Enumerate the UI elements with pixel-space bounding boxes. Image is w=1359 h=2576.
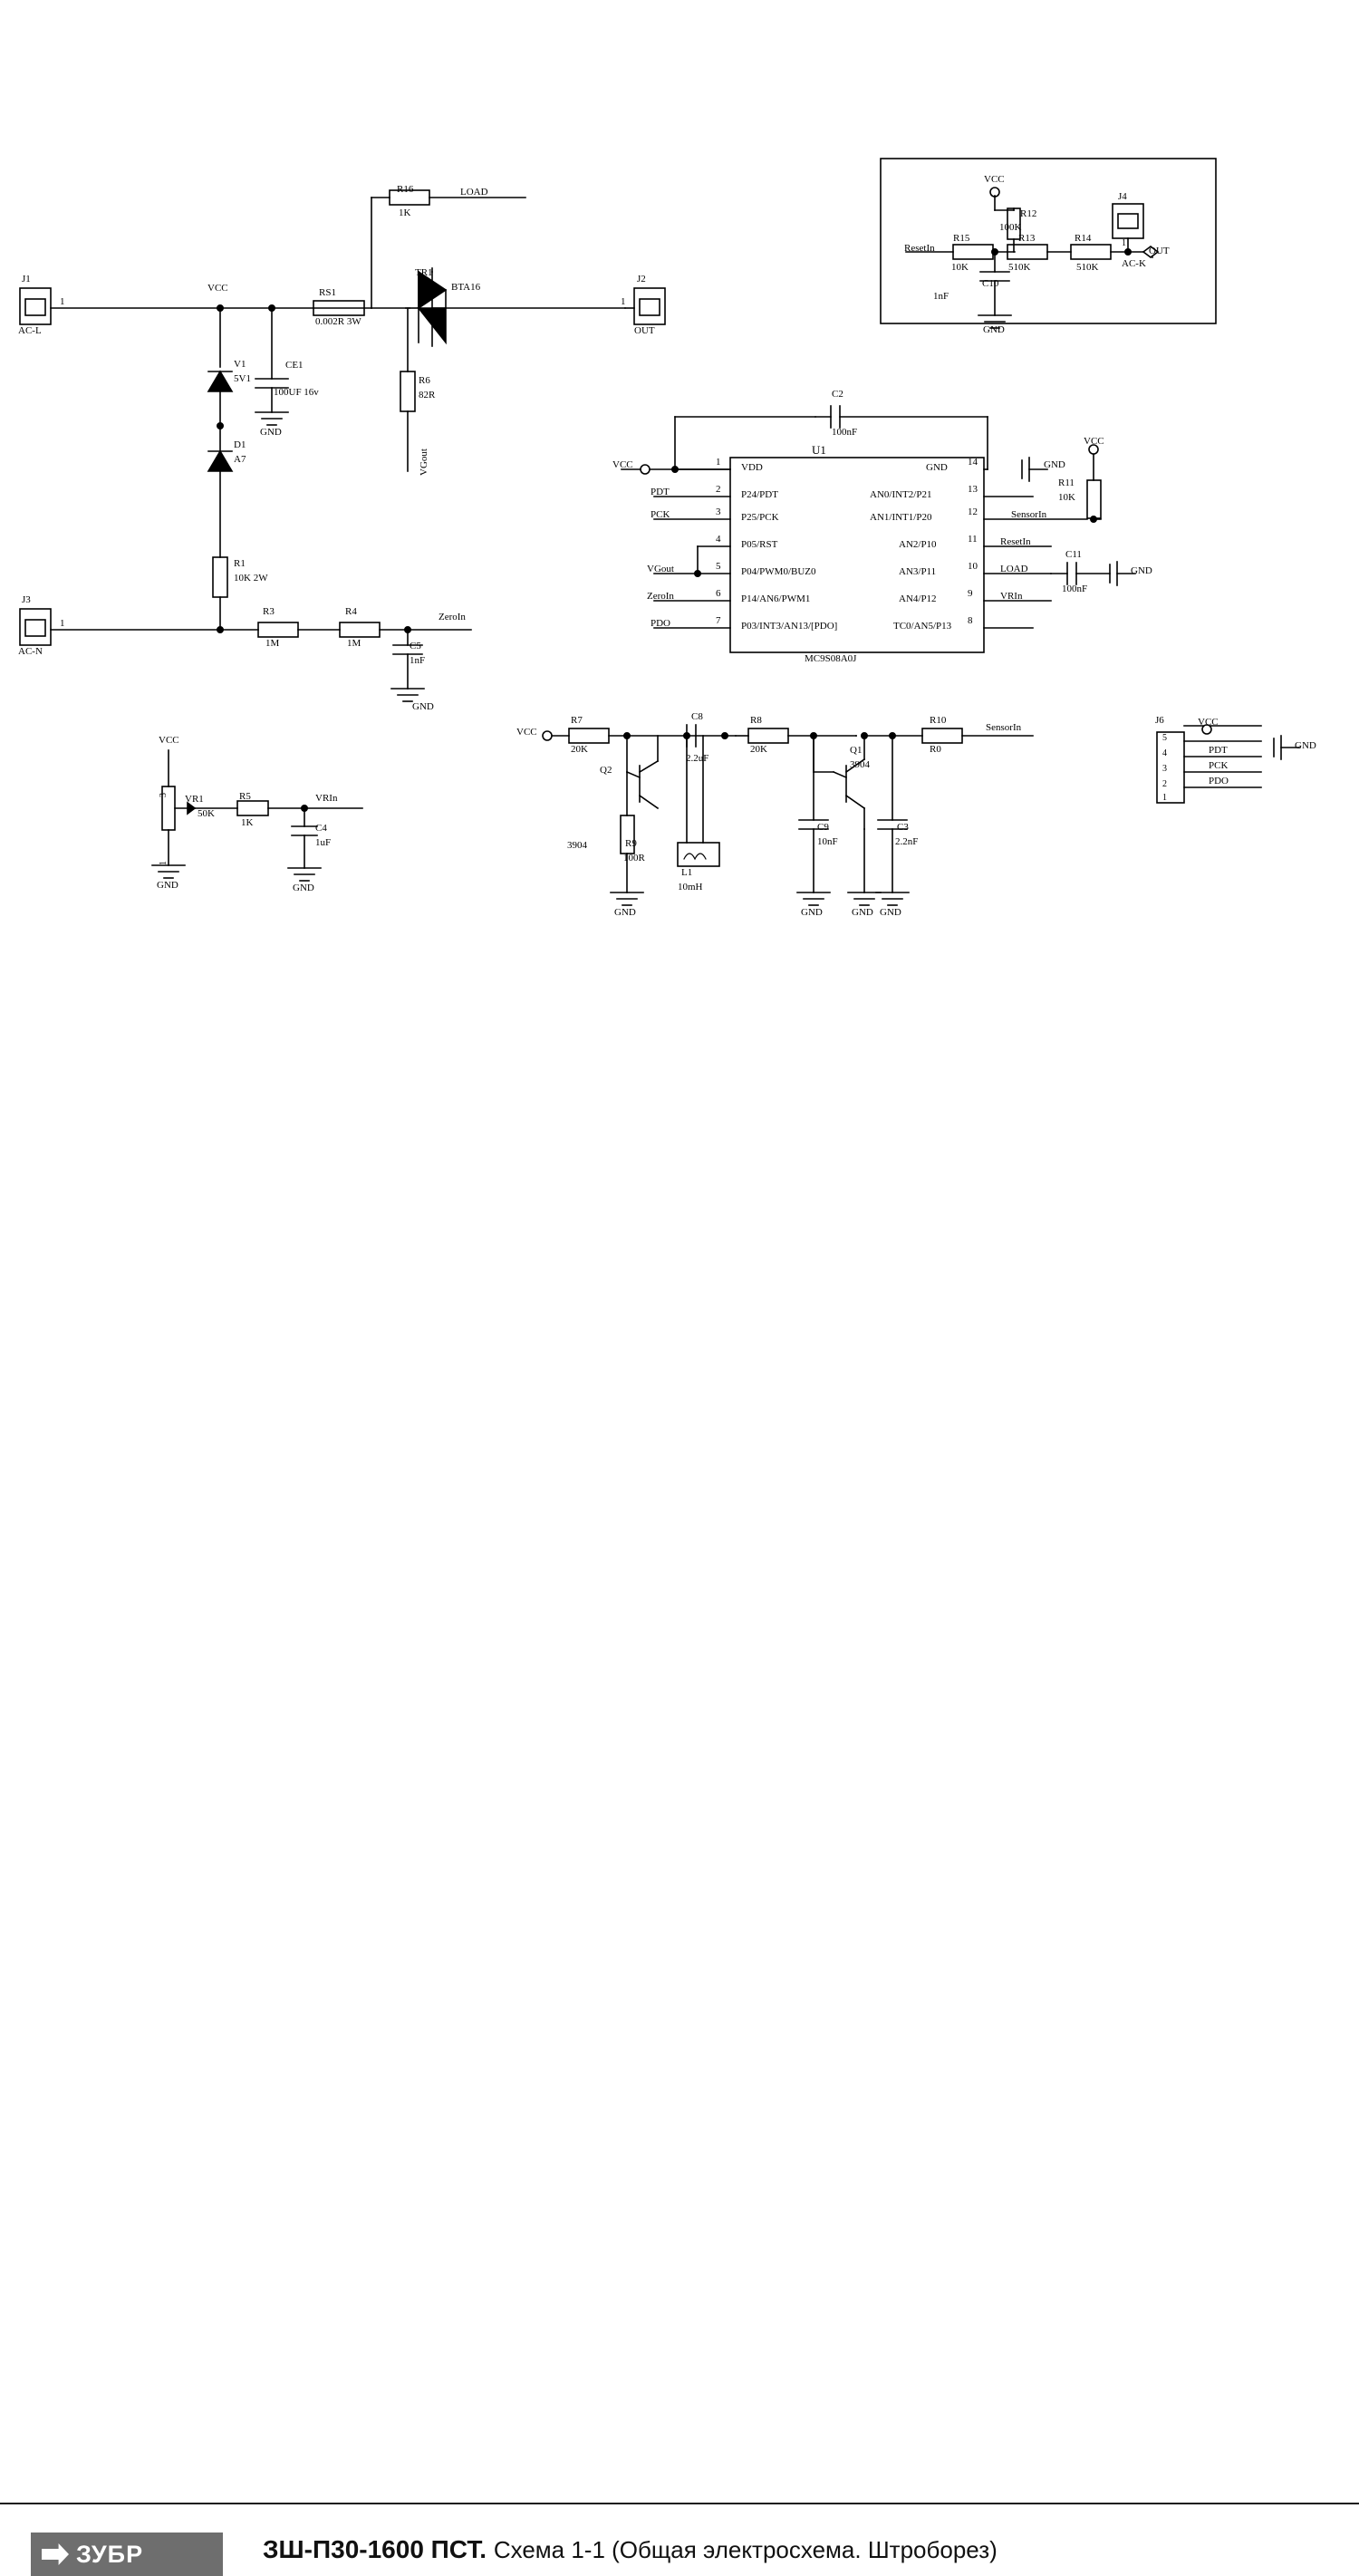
u1-pinnum-2: 2 — [716, 484, 721, 495]
j1-ref: J1 — [22, 274, 31, 285]
r4-ref: R4 — [345, 606, 357, 617]
u1-pinnum-9: 9 — [968, 588, 973, 599]
r10-value: R0 — [930, 744, 941, 755]
u1-pin-p24: P24/PDT — [741, 489, 778, 500]
c2-ref: C2 — [832, 389, 843, 400]
j4-ref: J4 — [1118, 191, 1127, 202]
gnd-c11: GND — [1131, 565, 1152, 576]
u1-pinnum-4: 4 — [716, 534, 721, 545]
j2-pin: 1 — [621, 296, 626, 307]
c8-value: 2.2uF — [686, 753, 709, 764]
u1-ref: U1 — [812, 443, 826, 457]
r12-ref: R12 — [1020, 208, 1037, 219]
r9-ref: R9 — [625, 838, 637, 849]
u1-part: MC9S08A0J — [805, 653, 857, 664]
r11-value: 10K — [1058, 492, 1075, 503]
v1-value: 5V1 — [234, 373, 251, 384]
r16-value: 1K — [399, 207, 411, 218]
d1-value: A7 — [234, 454, 246, 465]
c5-ref: C5 — [410, 641, 421, 651]
j6-pin-4: 4 — [1162, 748, 1167, 758]
vr1-pin1: 1 — [159, 861, 169, 865]
vcc-label-r11: VCC — [1084, 436, 1104, 447]
r7-value: 20K — [571, 744, 588, 755]
r15-ref: R15 — [953, 233, 970, 244]
net-load-u1: LOAD — [1000, 564, 1028, 574]
net-pck-u1: PCK — [651, 509, 670, 520]
u1-pinnum-14: 14 — [968, 457, 978, 468]
gnd-c3: GND — [880, 907, 901, 918]
r6-ref: R6 — [419, 375, 430, 386]
zeroin-label: ZeroIn — [439, 612, 466, 622]
l1-ref: L1 — [681, 867, 693, 878]
gnd-c9: GND — [801, 907, 823, 918]
resetin-label-block: ResetIn — [904, 243, 935, 254]
vcc-label-j6: VCC — [1198, 717, 1219, 728]
u1-pin-tc0: TC0/AN5/P13 — [893, 621, 952, 632]
gnd-ce1: GND — [260, 427, 282, 438]
net-vgout-u1: VGout — [647, 564, 674, 574]
r11-ref: R11 — [1058, 478, 1075, 488]
r1-value: 10K 2W — [234, 573, 268, 584]
load-label-top: LOAD — [460, 187, 488, 198]
j6-net-pdt: PDT — [1209, 745, 1228, 756]
document-subtitle: Схема 1-1 (Общая электросхема. Штроборез) — [493, 2536, 998, 2563]
u1-pin-an0: AN0/INT2/P21 — [870, 489, 932, 500]
sensorin-label-out: SensorIn — [986, 722, 1022, 733]
j6-ref: J6 — [1155, 715, 1164, 726]
r9-value: 100R — [623, 853, 645, 863]
u1-pin-an3: AN3/P11 — [899, 566, 937, 577]
d1-ref: D1 — [234, 439, 246, 450]
gnd-q1: GND — [852, 907, 873, 918]
u1-pinnum-10: 10 — [968, 561, 978, 572]
ce1-ref: CE1 — [285, 360, 304, 371]
u1-pin-an1: AN1/INT1/P20 — [870, 512, 932, 523]
r3-ref: R3 — [263, 606, 275, 617]
u1-pin-p14: P14/AN6/PWM1 — [741, 593, 811, 604]
c10-ref: C10 — [982, 278, 999, 289]
c10-value: 1nF — [933, 291, 949, 302]
u1-pin-an2: AN2/P10 — [899, 539, 937, 550]
u1-pinnum-11: 11 — [968, 534, 978, 545]
u1-pin-gnd: GND — [926, 462, 948, 473]
gnd-c5: GND — [412, 701, 434, 712]
r10-ref: R10 — [930, 715, 947, 726]
gnd-r9: GND — [614, 907, 636, 918]
c4-value: 1uF — [315, 837, 332, 848]
r5-ref: R5 — [239, 791, 251, 802]
c11-ref: C11 — [1065, 549, 1082, 560]
net-resetin-u1: ResetIn — [1000, 536, 1031, 547]
q2-ref: Q2 — [600, 765, 612, 776]
l1-value: 10mH — [678, 882, 703, 892]
u1-pin-p25: P25/PCK — [741, 512, 779, 523]
arrow-logo-icon — [42, 2541, 69, 2568]
q2-value: 3904 — [567, 840, 587, 851]
rs1-ref: RS1 — [319, 287, 336, 298]
j6-pin-1: 1 — [1162, 793, 1167, 803]
r1-ref: R1 — [234, 558, 246, 569]
u1-pinnum-3: 3 — [716, 507, 721, 517]
u1-pinnum-8: 8 — [968, 615, 973, 626]
vcc-label-sensor: VCC — [516, 727, 537, 738]
r8-value: 20K — [750, 744, 767, 755]
j6-net-pck: PCK — [1209, 760, 1229, 771]
r12-value: 100K — [999, 222, 1022, 233]
gnd-c4: GND — [293, 883, 314, 893]
j3-ref: J3 — [22, 594, 31, 605]
footer-divider — [0, 2503, 1359, 2504]
r13-ref: R13 — [1018, 233, 1036, 244]
v1-ref: V1 — [234, 359, 246, 370]
c5-value: 1nF — [410, 655, 426, 666]
u1-pin-p04: P04/PWM0/BUZ0 — [741, 566, 816, 577]
tr1-ref: TR1 — [415, 267, 433, 278]
q1-ref: Q1 — [850, 745, 863, 756]
j1-pin: 1 — [60, 296, 65, 307]
q1-value: 3904 — [850, 759, 870, 770]
gnd-vr1: GND — [157, 880, 178, 891]
j3-name: AC-N — [18, 646, 43, 657]
r8-ref: R8 — [750, 715, 762, 726]
ce1-value: 100UF 16v — [274, 387, 319, 398]
footer — [0, 1250, 1359, 2568]
net-pdo-u1: PDO — [651, 618, 671, 629]
rs1-value: 0.002R 3W — [315, 316, 361, 327]
r6-value: 82R — [419, 390, 436, 400]
vr1-ref: VR1 — [185, 794, 204, 805]
c9-ref: C9 — [817, 822, 829, 833]
net-gnd-u1: GND — [1044, 459, 1065, 470]
j4-net: OUT — [1149, 246, 1170, 256]
c11-value: 100nF — [1062, 584, 1088, 594]
u1-pinnum-12: 12 — [968, 507, 978, 517]
j6-pin-3: 3 — [1162, 764, 1167, 774]
footer-caption — [263, 2535, 998, 2564]
r5-value: 1K — [241, 817, 254, 828]
r14-value: 510K — [1076, 262, 1099, 273]
net-pdt-u1: PDT — [651, 487, 670, 497]
document-title: ЗШ-П30-1600 ПСТ. — [263, 2535, 487, 2563]
c3-ref: C3 — [897, 822, 909, 833]
vr1-pin3: 3 — [159, 793, 169, 797]
r15-value: 10K — [951, 262, 969, 273]
u1-pin-vdd: VDD — [741, 462, 763, 473]
j6-pin-2: 2 — [1162, 779, 1167, 789]
r7-ref: R7 — [571, 715, 583, 726]
u1-pin-p03: P03/INT3/AN13/[PDO] — [741, 621, 838, 632]
r13-value: 510K — [1008, 262, 1031, 273]
c2-value: 100nF — [832, 427, 858, 438]
j6-pin-5: 5 — [1162, 733, 1167, 743]
u1-pin-an4: AN4/P12 — [899, 593, 937, 604]
u1-pinnum-5: 5 — [716, 561, 721, 572]
net-vrin-u1: VRIn — [1000, 591, 1023, 602]
c8-ref: C8 — [691, 711, 703, 722]
vcc-label-main: VCC — [207, 283, 228, 294]
j4-name: AC-K — [1122, 258, 1146, 269]
j4-pin: 1 — [1122, 238, 1126, 248]
vcc-label-block: VCC — [984, 174, 1005, 185]
j3-pin: 1 — [60, 618, 65, 629]
c9-value: 10nF — [817, 836, 838, 847]
net-vcc-u1: VCC — [612, 459, 633, 470]
gnd-block: GND — [983, 324, 1005, 335]
r16-ref: R16 — [397, 184, 414, 195]
vgout-label-triac: VGout — [419, 449, 429, 476]
c4-ref: C4 — [315, 823, 327, 834]
r4-value: 1M — [347, 638, 361, 649]
r3-value: 1M — [265, 638, 280, 649]
u1-pin-p05: P05/RST — [741, 539, 778, 550]
vcc-label-vr1: VCC — [159, 735, 179, 746]
brand-logo — [31, 2533, 223, 2576]
u1-pinnum-7: 7 — [716, 615, 721, 626]
c3-value: 2.2nF — [895, 836, 919, 847]
vr1-value: 50K — [198, 808, 215, 819]
j2-name: OUT — [634, 325, 655, 336]
r14-ref: R14 — [1075, 233, 1092, 244]
net-sensorin-u1: SensorIn — [1011, 509, 1047, 520]
net-zeroin-u1: ZeroIn — [647, 591, 674, 602]
gnd-j6: GND — [1295, 740, 1316, 751]
u1-pinnum-6: 6 — [716, 588, 721, 599]
u1-pinnum-13: 13 — [968, 484, 978, 495]
tr1-value: BTA16 — [451, 282, 481, 293]
j2-ref: J2 — [637, 274, 646, 285]
u1-pinnum-1: 1 — [716, 457, 721, 468]
j6-net-pdo: PDO — [1209, 776, 1229, 786]
j1-name: AC-L — [18, 325, 42, 336]
vrin-label-left: VRIn — [315, 793, 338, 804]
brand-name: ЗУБР — [76, 2540, 144, 2568]
